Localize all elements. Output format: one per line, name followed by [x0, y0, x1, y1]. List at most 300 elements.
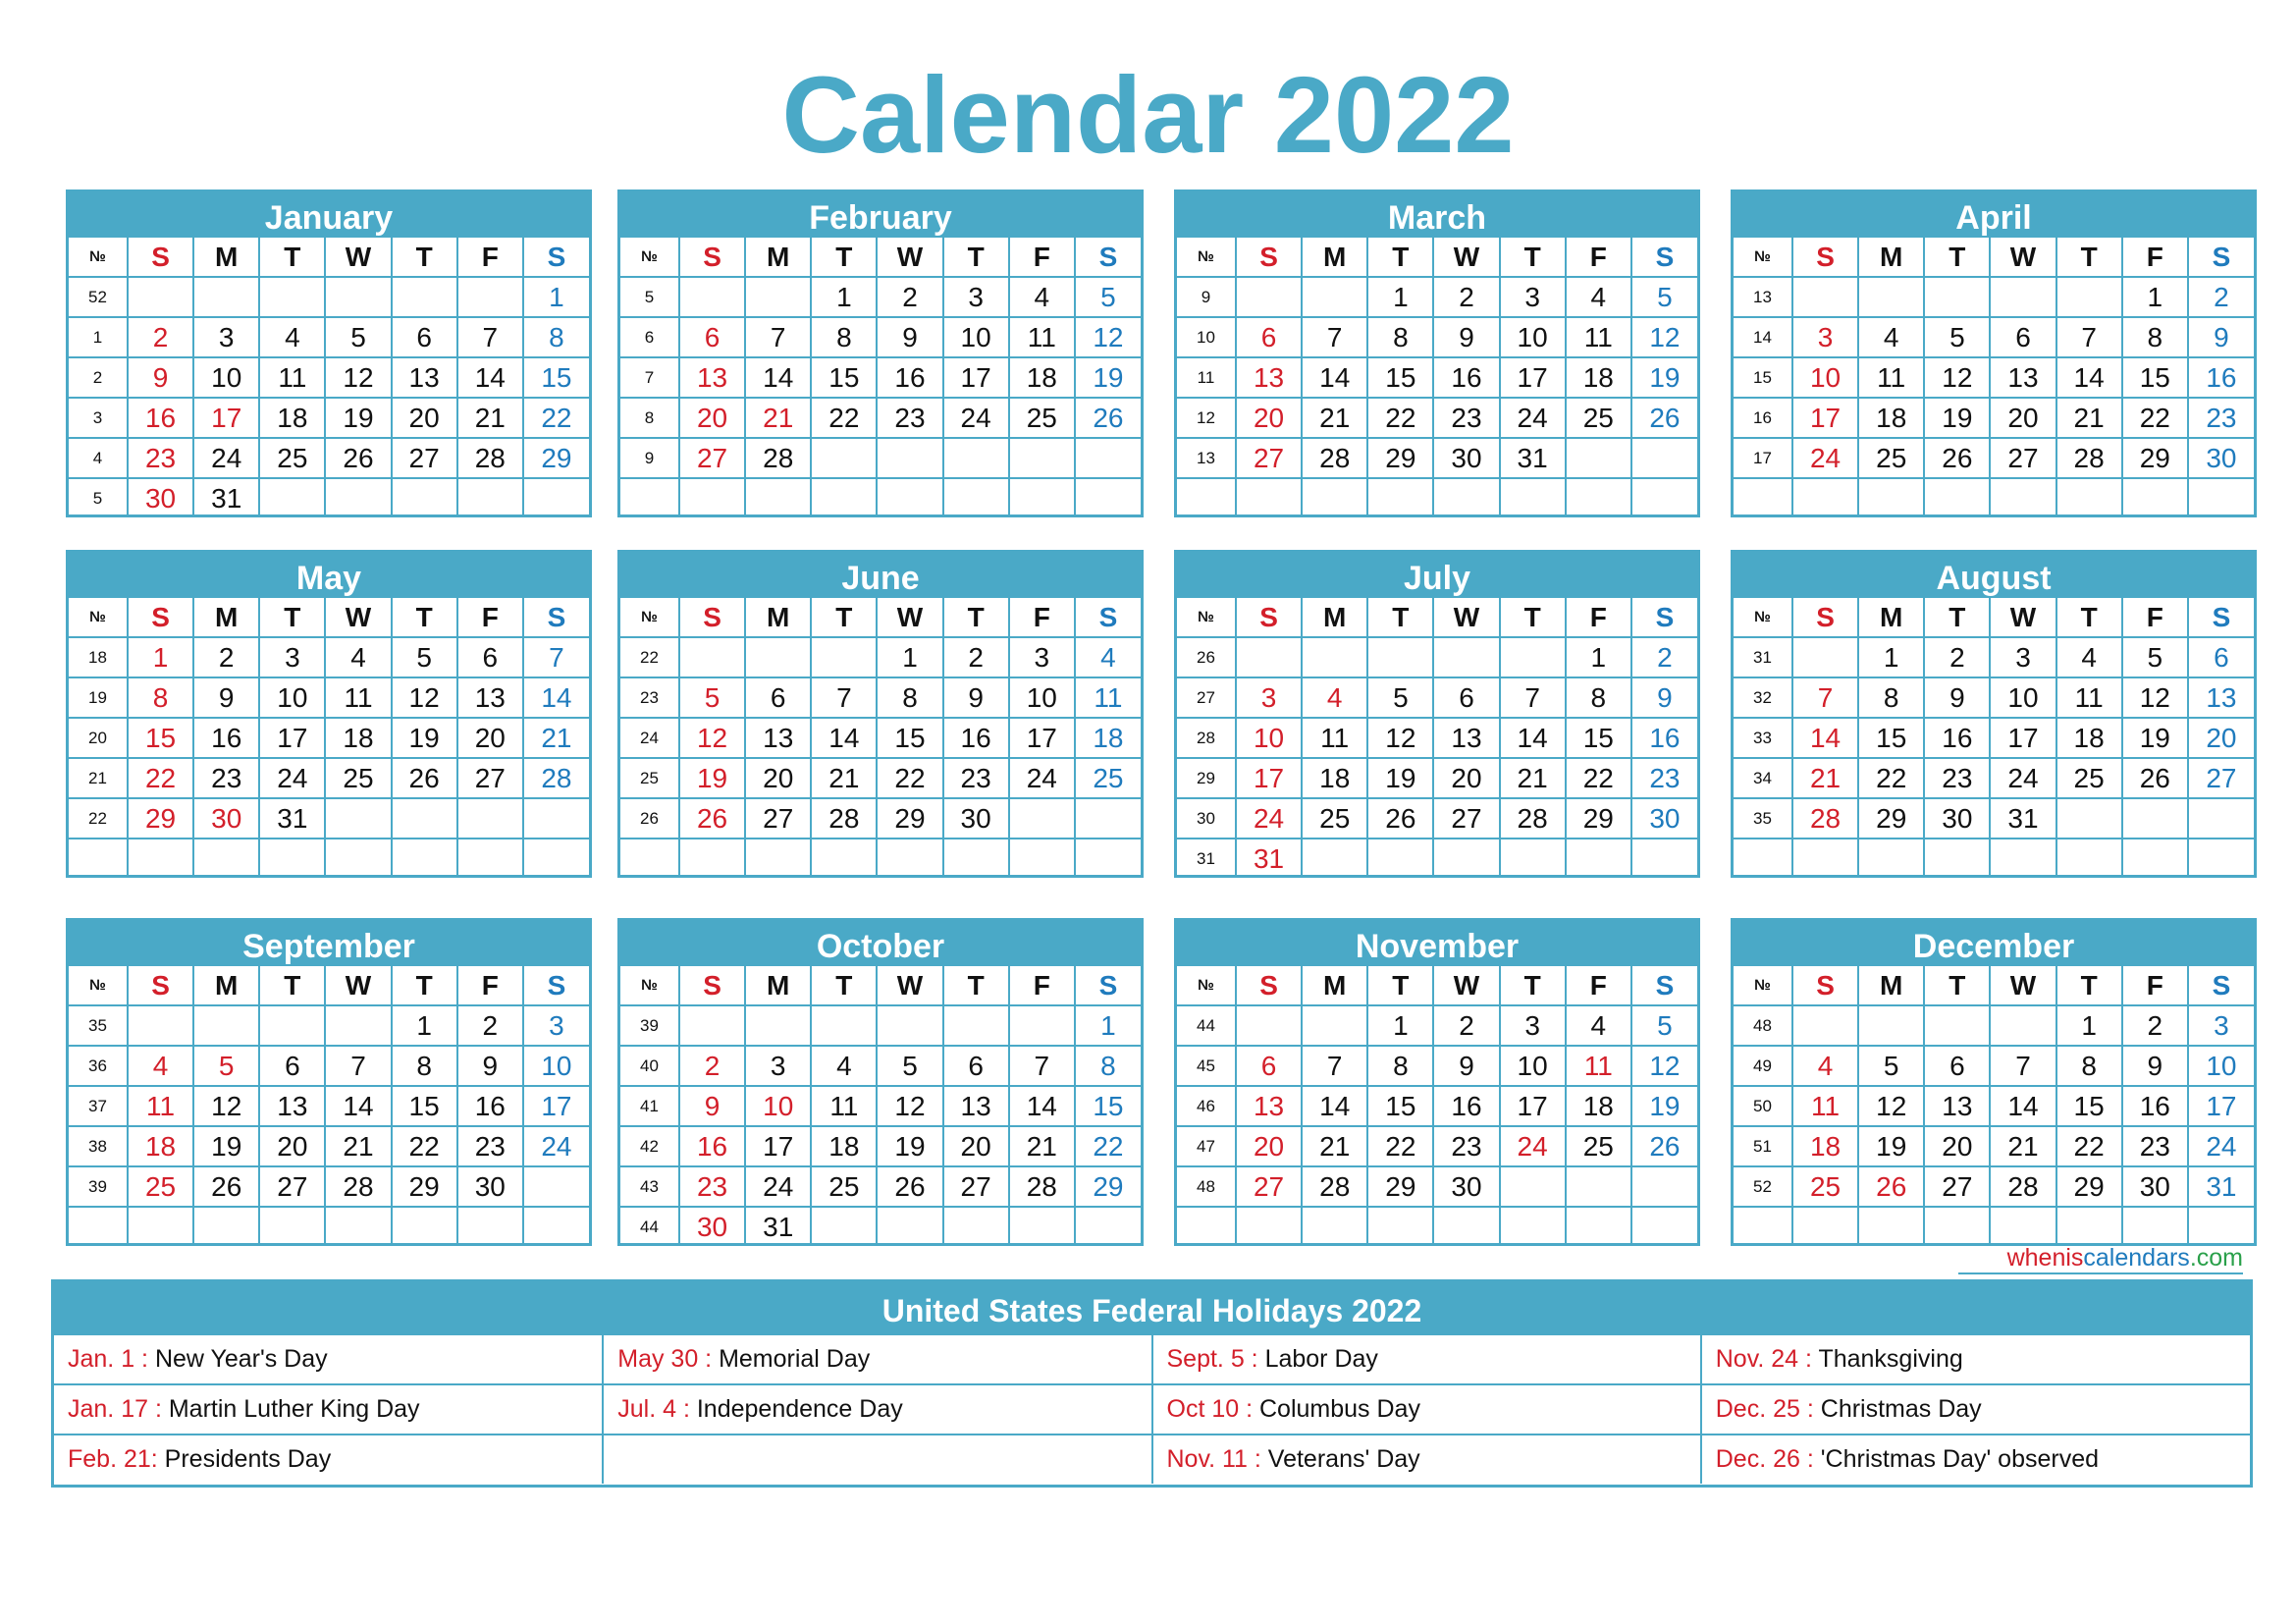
month-grid — [69, 966, 589, 1246]
weekday-label: M — [745, 966, 811, 1005]
day-cell: 8 — [1858, 677, 1924, 718]
day-cell — [259, 1005, 325, 1046]
day-cell: 4 — [2056, 637, 2122, 677]
day-cell: 23 — [943, 758, 1009, 798]
day-cell: 19 — [1075, 357, 1141, 398]
day-cell: 6 — [1990, 317, 2056, 357]
weekday-label: T — [1367, 238, 1433, 277]
holiday-name: Martin Luther King Day — [161, 1395, 420, 1423]
holiday-name: Presidents Day — [157, 1445, 332, 1473]
month-grid — [69, 238, 589, 517]
day-cell: 5 — [1631, 1005, 1697, 1046]
day-cell — [1792, 478, 1858, 517]
day-cell — [523, 1207, 589, 1246]
day-cell: 20 — [392, 398, 457, 438]
week-number-header: № — [1734, 238, 1792, 277]
day-cell: 10 — [1236, 718, 1302, 758]
weekday-label: T — [259, 966, 325, 1005]
week-number: 47 — [1177, 1126, 1236, 1166]
day-cell: 9 — [2122, 1046, 2188, 1086]
day-cell: 15 — [1367, 357, 1433, 398]
day-cell — [259, 1207, 325, 1246]
day-cell: 5 — [1367, 677, 1433, 718]
weekday-label: S — [1631, 238, 1697, 277]
day-cell — [523, 478, 589, 517]
day-cell: 13 — [679, 357, 745, 398]
day-cell: 18 — [1566, 357, 1631, 398]
weekday-label: S — [1236, 238, 1302, 277]
day-cell: 21 — [1792, 758, 1858, 798]
day-cell: 23 — [2188, 398, 2254, 438]
day-cell: 19 — [2122, 718, 2188, 758]
day-cell: 11 — [1566, 1046, 1631, 1086]
week-row — [1177, 1005, 1697, 1046]
day-cell: 28 — [1792, 798, 1858, 839]
day-cell: 3 — [1500, 277, 1566, 317]
day-cell: 29 — [2056, 1166, 2122, 1207]
holiday-cell — [1152, 1335, 1701, 1384]
week-number: 13 — [1734, 277, 1792, 317]
day-cell: 16 — [1631, 718, 1697, 758]
day-cell: 21 — [1302, 1126, 1367, 1166]
day-cell: 8 — [1075, 1046, 1141, 1086]
day-cell — [1631, 438, 1697, 478]
day-cell: 3 — [745, 1046, 811, 1086]
day-cell: 17 — [523, 1086, 589, 1126]
day-cell: 11 — [1566, 317, 1631, 357]
day-cell — [2122, 1207, 2188, 1246]
day-cell: 17 — [745, 1126, 811, 1166]
day-cell: 11 — [325, 677, 391, 718]
week-number-header: № — [69, 966, 128, 1005]
day-cell: 15 — [128, 718, 193, 758]
day-cell — [392, 277, 457, 317]
day-cell: 30 — [2188, 438, 2254, 478]
week-number: 35 — [69, 1005, 128, 1046]
day-cell: 13 — [1236, 1086, 1302, 1126]
day-cell: 7 — [745, 317, 811, 357]
day-cell: 3 — [2188, 1005, 2254, 1046]
week-row — [69, 1005, 589, 1046]
day-cell: 28 — [1302, 438, 1367, 478]
week-number: 9 — [1177, 277, 1236, 317]
weekday-label: S — [1075, 966, 1141, 1005]
day-cell — [1500, 1166, 1566, 1207]
holiday-cell — [603, 1335, 1151, 1384]
week-number: 3 — [69, 398, 128, 438]
weekday-label: S — [1792, 966, 1858, 1005]
day-cell: 5 — [1631, 277, 1697, 317]
day-cell: 17 — [259, 718, 325, 758]
day-cell: 31 — [1500, 438, 1566, 478]
week-row — [69, 1086, 589, 1126]
week-row — [620, 677, 1141, 718]
day-cell — [1566, 839, 1631, 878]
day-cell — [811, 438, 877, 478]
week-row — [620, 1126, 1141, 1166]
day-cell: 27 — [1990, 438, 2056, 478]
day-cell: 29 — [877, 798, 942, 839]
day-cell: 9 — [1433, 1046, 1499, 1086]
weekday-label: S — [1631, 598, 1697, 637]
day-cell — [325, 839, 391, 878]
day-cell: 6 — [1236, 317, 1302, 357]
day-cell: 10 — [193, 357, 259, 398]
day-cell: 16 — [2188, 357, 2254, 398]
day-cell: 27 — [745, 798, 811, 839]
day-cell: 11 — [259, 357, 325, 398]
week-number: 21 — [69, 758, 128, 798]
day-cell — [1792, 839, 1858, 878]
day-cell: 29 — [128, 798, 193, 839]
week-row — [69, 1207, 589, 1246]
week-row — [69, 677, 589, 718]
day-cell: 24 — [1500, 1126, 1566, 1166]
day-cell — [2122, 478, 2188, 517]
week-row — [1734, 637, 2254, 677]
day-cell: 6 — [457, 637, 523, 677]
day-cell: 6 — [1236, 1046, 1302, 1086]
week-number: 15 — [1734, 357, 1792, 398]
week-row — [1734, 1046, 2254, 1086]
day-cell: 18 — [1858, 398, 1924, 438]
day-cell: 12 — [1631, 1046, 1697, 1086]
week-row — [1177, 357, 1697, 398]
week-row — [1177, 1166, 1697, 1207]
day-cell: 31 — [745, 1207, 811, 1246]
weekday-label: F — [457, 238, 523, 277]
day-cell — [943, 478, 1009, 517]
day-cell: 9 — [1631, 677, 1697, 718]
week-number — [1734, 1207, 1792, 1246]
weekday-label: W — [877, 598, 942, 637]
week-number: 14 — [1734, 317, 1792, 357]
holiday-cell — [54, 1335, 603, 1384]
weekday-label: W — [1433, 966, 1499, 1005]
weekday-label: T — [811, 966, 877, 1005]
week-row — [1177, 677, 1697, 718]
day-cell: 14 — [325, 1086, 391, 1126]
day-cell — [457, 798, 523, 839]
day-cell: 24 — [193, 438, 259, 478]
day-cell: 19 — [325, 398, 391, 438]
day-cell: 21 — [325, 1126, 391, 1166]
day-cell: 9 — [877, 317, 942, 357]
day-cell: 10 — [1792, 357, 1858, 398]
week-row — [620, 1166, 1141, 1207]
weekday-label: W — [1433, 598, 1499, 637]
day-cell: 16 — [679, 1126, 745, 1166]
day-cell: 7 — [811, 677, 877, 718]
week-row — [1734, 357, 2254, 398]
week-number: 44 — [1177, 1005, 1236, 1046]
month-name: December — [1734, 921, 2254, 966]
site-credit[interactable] — [1958, 1243, 2243, 1274]
day-cell: 4 — [811, 1046, 877, 1086]
week-number — [1734, 478, 1792, 517]
day-cell — [259, 839, 325, 878]
week-row — [620, 478, 1141, 517]
week-number: 22 — [620, 637, 679, 677]
day-cell — [1858, 478, 1924, 517]
day-cell: 9 — [457, 1046, 523, 1086]
day-cell: 4 — [128, 1046, 193, 1086]
day-cell: 4 — [1858, 317, 1924, 357]
day-cell: 27 — [457, 758, 523, 798]
day-cell: 25 — [1792, 1166, 1858, 1207]
week-row — [620, 1086, 1141, 1126]
week-number-header: № — [620, 598, 679, 637]
day-cell — [811, 839, 877, 878]
month-name: November — [1177, 921, 1697, 966]
day-cell: 27 — [679, 438, 745, 478]
weekday-label: T — [392, 238, 457, 277]
day-cell: 9 — [943, 677, 1009, 718]
week-number: 48 — [1177, 1166, 1236, 1207]
day-cell: 12 — [1631, 317, 1697, 357]
week-number: 43 — [620, 1166, 679, 1207]
day-cell: 19 — [1924, 398, 1990, 438]
day-cell: 24 — [2188, 1126, 2254, 1166]
day-cell — [877, 1207, 942, 1246]
holiday-date: Sept. 5 : — [1166, 1345, 1258, 1373]
week-number — [620, 839, 679, 878]
day-cell — [877, 839, 942, 878]
day-cell — [1009, 839, 1075, 878]
day-cell: 3 — [193, 317, 259, 357]
day-cell: 23 — [193, 758, 259, 798]
day-cell: 19 — [1367, 758, 1433, 798]
day-cell: 27 — [1924, 1166, 1990, 1207]
day-cell: 18 — [2056, 718, 2122, 758]
day-cell: 11 — [1075, 677, 1141, 718]
day-cell: 30 — [457, 1166, 523, 1207]
week-number: 29 — [1177, 758, 1236, 798]
day-cell: 24 — [1236, 798, 1302, 839]
weekday-label: F — [1566, 598, 1631, 637]
weekday-label: S — [679, 598, 745, 637]
day-cell: 27 — [259, 1166, 325, 1207]
holiday-cell — [603, 1384, 1151, 1435]
week-row — [620, 839, 1141, 878]
day-cell — [1367, 839, 1433, 878]
day-cell — [943, 1005, 1009, 1046]
day-cell: 24 — [259, 758, 325, 798]
day-cell: 19 — [679, 758, 745, 798]
day-cell: 13 — [943, 1086, 1009, 1126]
day-cell: 4 — [1792, 1046, 1858, 1086]
day-cell — [1500, 839, 1566, 878]
day-cell: 28 — [1500, 798, 1566, 839]
weekday-label: T — [1500, 966, 1566, 1005]
day-cell — [392, 478, 457, 517]
week-number: 45 — [1177, 1046, 1236, 1086]
day-cell — [1433, 1207, 1499, 1246]
day-cell: 2 — [943, 637, 1009, 677]
week-row — [620, 398, 1141, 438]
day-cell: 11 — [1858, 357, 1924, 398]
day-cell: 1 — [392, 1005, 457, 1046]
day-cell — [1792, 637, 1858, 677]
day-cell: 17 — [1236, 758, 1302, 798]
week-number: 8 — [620, 398, 679, 438]
day-cell — [943, 1207, 1009, 1246]
day-cell: 6 — [1924, 1046, 1990, 1086]
week-number: 13 — [1177, 438, 1236, 478]
week-row — [69, 718, 589, 758]
day-cell: 9 — [2188, 317, 2254, 357]
holiday-date: Jan. 17 : — [68, 1395, 162, 1423]
day-cell — [1792, 1207, 1858, 1246]
day-cell — [943, 839, 1009, 878]
day-cell: 17 — [1500, 357, 1566, 398]
day-cell — [1566, 478, 1631, 517]
day-cell: 21 — [2056, 398, 2122, 438]
day-cell — [1990, 839, 2056, 878]
day-cell: 13 — [745, 718, 811, 758]
day-cell — [2056, 478, 2122, 517]
week-number: 33 — [1734, 718, 1792, 758]
day-cell: 16 — [193, 718, 259, 758]
day-cell: 26 — [1631, 398, 1697, 438]
day-cell: 28 — [2056, 438, 2122, 478]
day-cell: 1 — [523, 277, 589, 317]
day-cell: 28 — [1302, 1166, 1367, 1207]
day-cell — [1924, 1005, 1990, 1046]
day-cell: 1 — [877, 637, 942, 677]
day-cell — [457, 1207, 523, 1246]
weekday-label: F — [1009, 598, 1075, 637]
day-cell — [1990, 1207, 2056, 1246]
day-cell: 25 — [1009, 398, 1075, 438]
week-row — [620, 798, 1141, 839]
day-cell — [1433, 839, 1499, 878]
day-cell: 20 — [259, 1126, 325, 1166]
day-cell: 25 — [1302, 798, 1367, 839]
day-cell: 23 — [1924, 758, 1990, 798]
week-number: 26 — [620, 798, 679, 839]
day-cell: 16 — [877, 357, 942, 398]
day-cell — [679, 839, 745, 878]
month-grid — [1177, 238, 1697, 517]
day-cell — [877, 1005, 942, 1046]
day-cell — [193, 277, 259, 317]
day-cell: 15 — [1367, 1086, 1433, 1126]
day-cell: 12 — [1858, 1086, 1924, 1126]
day-cell: 2 — [1631, 637, 1697, 677]
day-cell: 12 — [1924, 357, 1990, 398]
month-january — [66, 189, 592, 517]
day-cell: 21 — [1990, 1126, 2056, 1166]
day-cell — [1433, 637, 1499, 677]
week-row — [1734, 277, 2254, 317]
day-cell: 10 — [745, 1086, 811, 1126]
day-cell — [1631, 1207, 1697, 1246]
week-number — [620, 478, 679, 517]
month-october — [617, 918, 1144, 1246]
week-number: 5 — [620, 277, 679, 317]
day-cell: 13 — [392, 357, 457, 398]
day-cell: 1 — [128, 637, 193, 677]
day-cell: 20 — [2188, 718, 2254, 758]
credit-part-2: calendars — [2083, 1244, 2190, 1272]
day-cell: 16 — [128, 398, 193, 438]
day-cell: 2 — [2188, 277, 2254, 317]
day-cell: 7 — [1500, 677, 1566, 718]
day-cell: 10 — [1500, 1046, 1566, 1086]
day-cell — [745, 637, 811, 677]
day-cell: 21 — [1302, 398, 1367, 438]
weekday-header-row — [1734, 238, 2254, 277]
week-row — [1177, 718, 1697, 758]
week-row — [620, 1046, 1141, 1086]
weekday-label: W — [325, 238, 391, 277]
holiday-date: Dec. 26 : — [1715, 1445, 1814, 1473]
day-cell — [1858, 1005, 1924, 1046]
day-cell: 20 — [1236, 1126, 1302, 1166]
day-cell: 25 — [1566, 1126, 1631, 1166]
day-cell: 26 — [1924, 438, 1990, 478]
day-cell: 22 — [1075, 1126, 1141, 1166]
week-number: 38 — [69, 1126, 128, 1166]
day-cell: 28 — [1009, 1166, 1075, 1207]
holiday-cell — [54, 1435, 603, 1484]
week-row — [1734, 398, 2254, 438]
day-cell: 11 — [1302, 718, 1367, 758]
day-cell: 27 — [1236, 438, 1302, 478]
day-cell: 6 — [2188, 637, 2254, 677]
holiday-date: May 30 : — [617, 1345, 713, 1373]
day-cell: 3 — [1792, 317, 1858, 357]
day-cell — [325, 478, 391, 517]
day-cell — [1500, 478, 1566, 517]
weekday-header-row — [69, 598, 589, 637]
day-cell: 7 — [1009, 1046, 1075, 1086]
day-cell: 25 — [2056, 758, 2122, 798]
day-cell: 14 — [457, 357, 523, 398]
day-cell: 14 — [1500, 718, 1566, 758]
day-cell: 31 — [259, 798, 325, 839]
day-cell — [2056, 798, 2122, 839]
day-cell — [392, 839, 457, 878]
weekday-label: S — [523, 966, 589, 1005]
month-name: March — [1177, 192, 1697, 238]
weekday-label: F — [2122, 238, 2188, 277]
weekday-label: W — [325, 598, 391, 637]
day-cell: 5 — [193, 1046, 259, 1086]
month-grid — [620, 238, 1141, 517]
day-cell — [745, 839, 811, 878]
day-cell: 22 — [128, 758, 193, 798]
weekday-header-row — [69, 966, 589, 1005]
day-cell — [745, 478, 811, 517]
day-cell: 4 — [1302, 677, 1367, 718]
week-number: 27 — [1177, 677, 1236, 718]
weekday-label: F — [2122, 966, 2188, 1005]
weekday-label: S — [679, 238, 745, 277]
month-name: May — [69, 553, 589, 598]
day-cell — [457, 839, 523, 878]
holiday-name: Columbus Day — [1253, 1395, 1420, 1423]
day-cell: 15 — [877, 718, 942, 758]
day-cell: 25 — [259, 438, 325, 478]
day-cell — [1302, 1207, 1367, 1246]
weekday-label: T — [811, 598, 877, 637]
week-number: 48 — [1734, 1005, 1792, 1046]
day-cell: 12 — [1367, 718, 1433, 758]
weekday-label: T — [259, 598, 325, 637]
day-cell: 28 — [811, 798, 877, 839]
